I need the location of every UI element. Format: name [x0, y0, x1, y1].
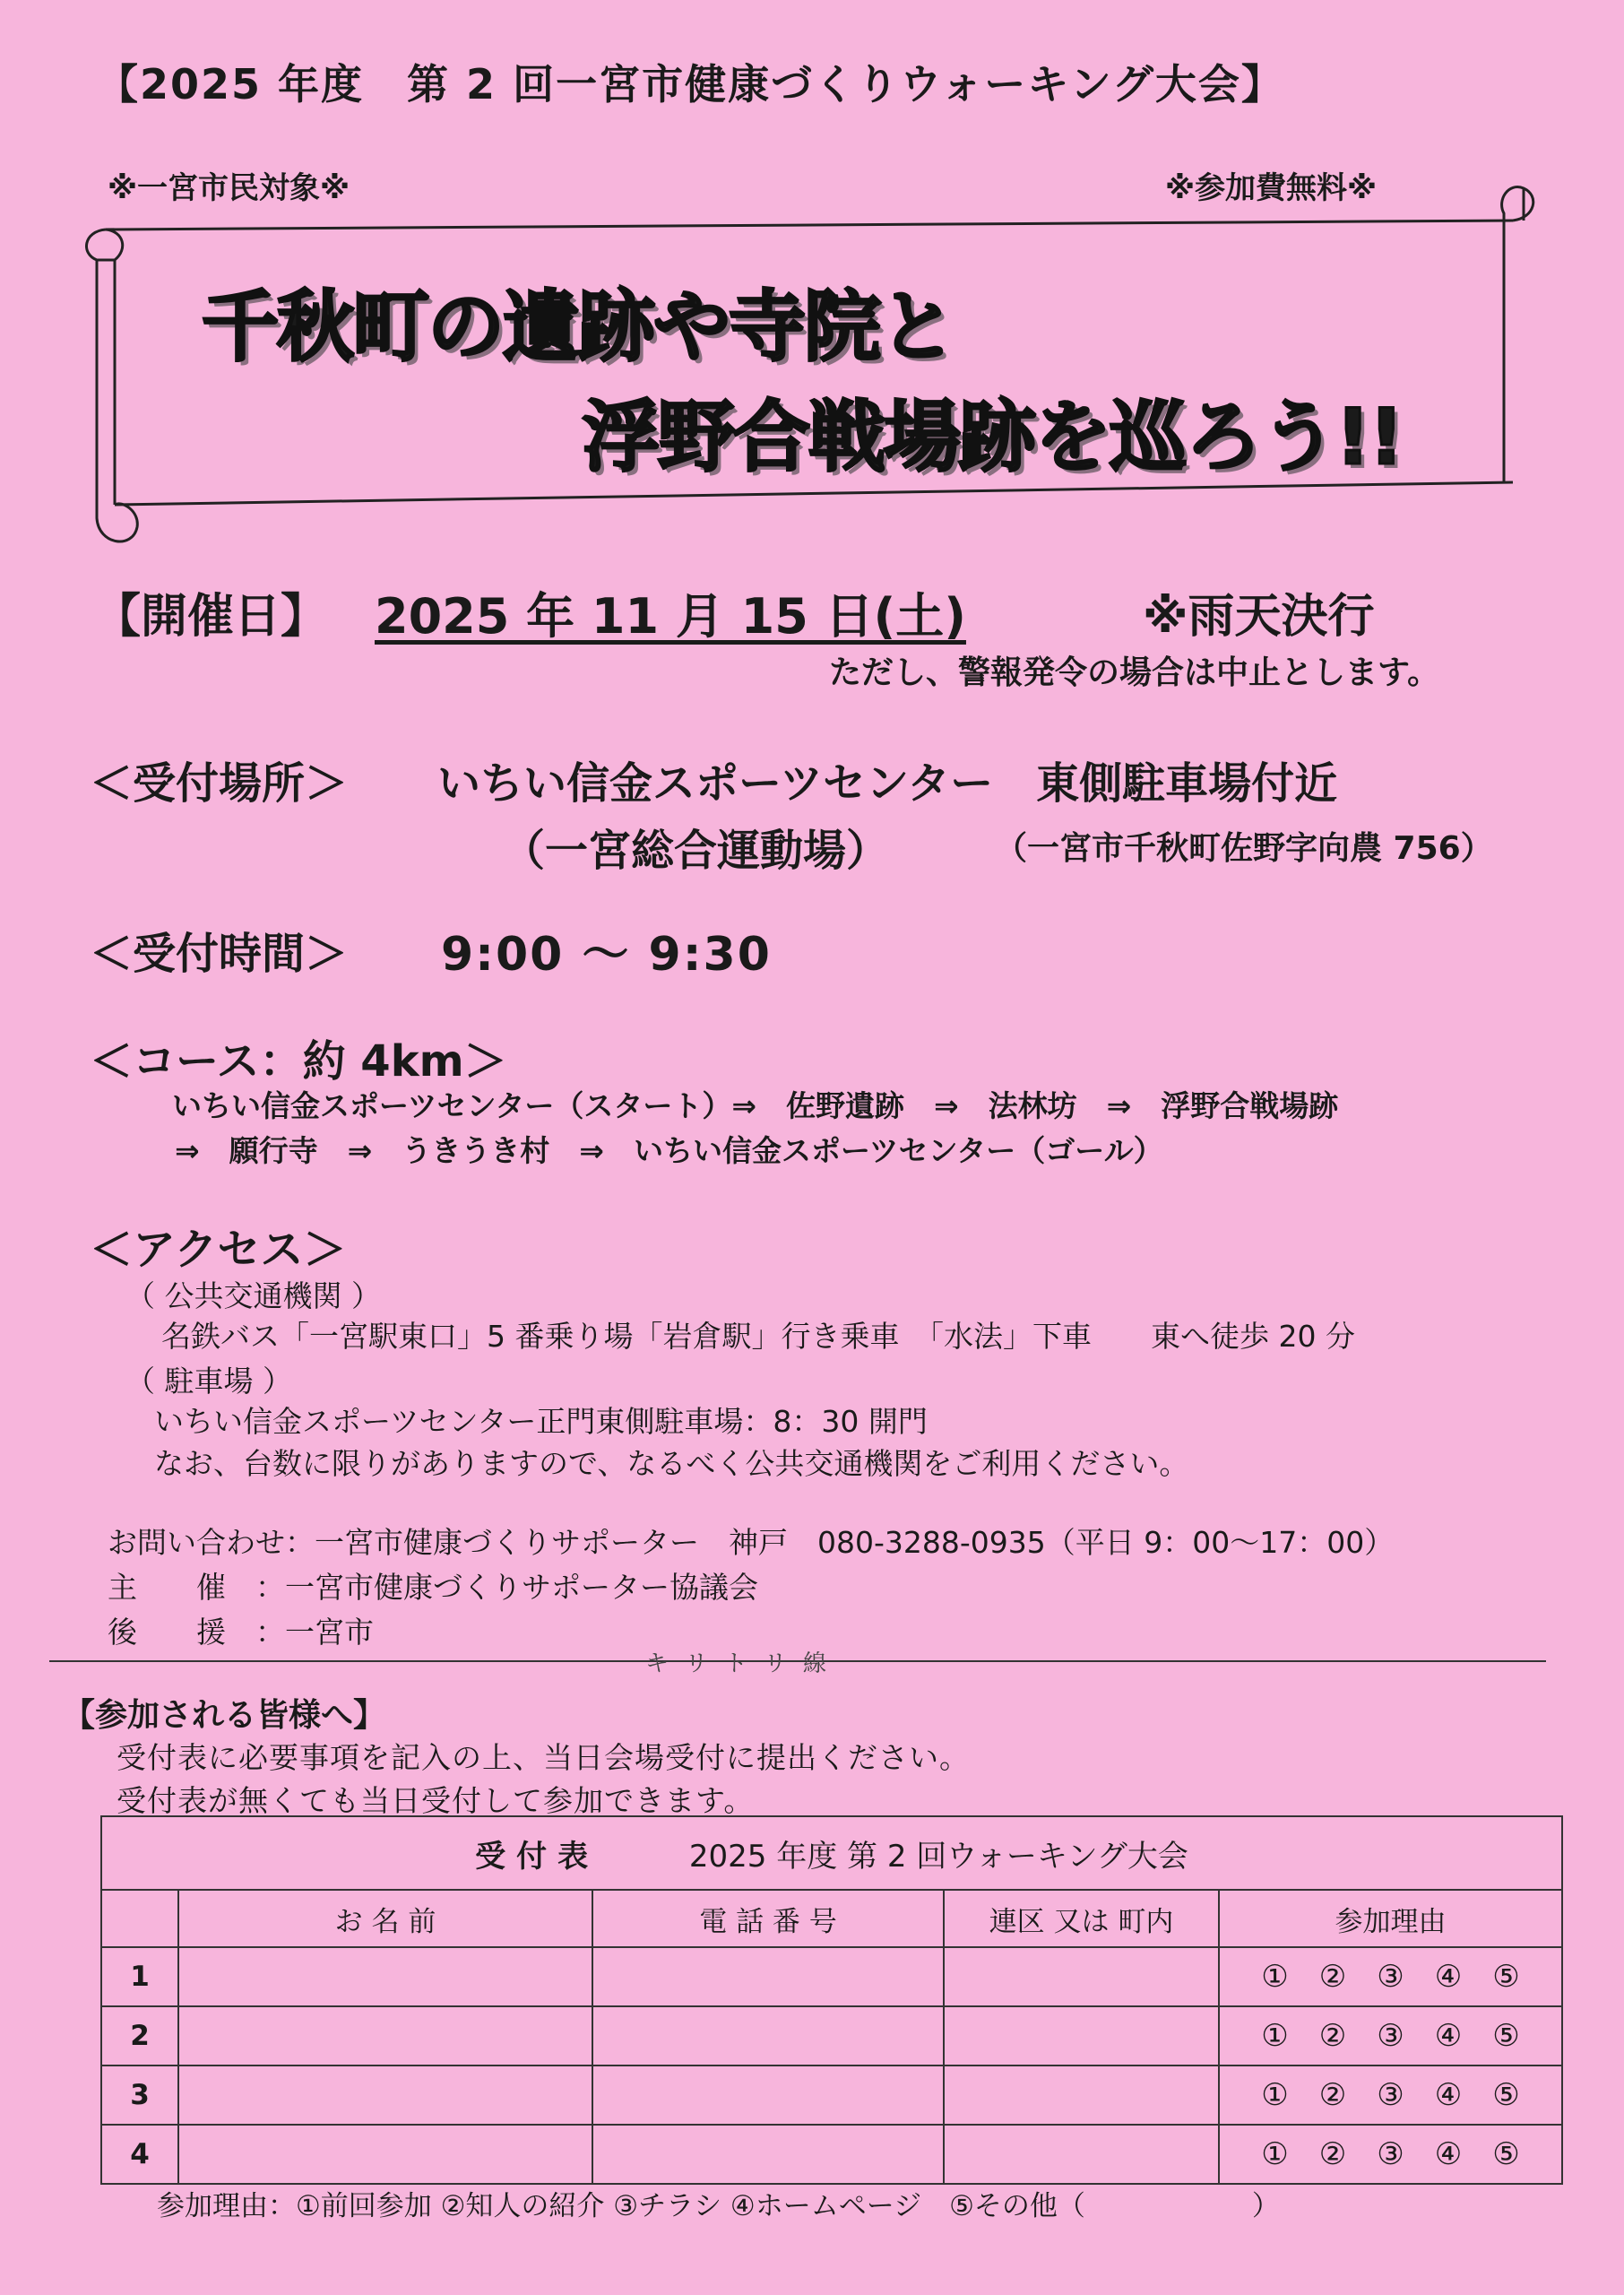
inquiry-info: お問い合わせ：一宮市健康づくりサポーター 神戸 080-3288-0935（平日 9：00～17：00）: [108, 1525, 1395, 1560]
reason-option-1[interactable]: ①: [1261, 2136, 1289, 2172]
access-public-text: 名鉄バス「一宮駅東口」5 番乗り場「岩倉駅」行き乗車 「水法」下車 東へ徒歩 20 分: [161, 1319, 1355, 1354]
warning-note: ただし、警報発令の場合は中止とします。: [829, 654, 1440, 691]
reason-option-4[interactable]: ④: [1434, 2018, 1463, 2054]
cut-line-label: キリトリ線: [645, 1650, 843, 1677]
table-row: [101, 2006, 1562, 2066]
reason-option-3[interactable]: ③: [1377, 2077, 1404, 2113]
name-cell[interactable]: [178, 2125, 592, 2184]
reason-cell: [1219, 2125, 1562, 2184]
reason-option-2[interactable]: ②: [1318, 2018, 1347, 2054]
access-label: ＜アクセス＞: [90, 1225, 347, 1275]
access-parking-head: （ 駐車場 ）: [125, 1364, 292, 1399]
fee-note: ※参加費無料※: [1165, 170, 1378, 206]
reason-option-5[interactable]: ⑤: [1492, 1959, 1520, 1995]
reason-option-3[interactable]: ③: [1377, 2018, 1404, 2054]
table-row: [101, 2125, 1562, 2184]
notice-title: 【参加される皆様へ】: [63, 1697, 386, 1734]
course-label: ＜コース：約 4km＞: [90, 1036, 507, 1087]
phone-cell[interactable]: [592, 2125, 944, 2184]
district-cell[interactable]: [944, 1947, 1219, 2006]
reception-form-table: [100, 1815, 1563, 2185]
row-number: 2: [101, 2006, 178, 2066]
course-line2: ⇒ 願行寺 ⇒ うきうき村 ⇒ いちい信金スポーツセンター（ゴール）: [175, 1133, 1163, 1168]
rain-note: ※雨天決行: [1143, 590, 1375, 644]
notice-line2: 受付表が無くても当日受付して参加できます。: [117, 1783, 755, 1818]
district-cell[interactable]: [944, 2066, 1219, 2125]
name-cell[interactable]: [178, 1947, 592, 2006]
notice-line1: 受付表に必要事項を記入の上、当日会場受付に提出ください。: [117, 1740, 970, 1775]
venue-label: ＜受付場所＞: [90, 758, 349, 809]
organizer-info: 主 催 ：一宮市健康づくりサポーター協議会: [108, 1570, 758, 1605]
name-cell[interactable]: [178, 2066, 592, 2125]
header-phone: 電 話 番 号: [592, 1890, 944, 1947]
access-parking-text2: なお、台数に限りがありますので、なるべく公共交通機関をご利用ください。: [154, 1446, 1189, 1481]
banner-line2: 浮野合戦場跡を巡ろう!!: [583, 393, 1403, 482]
reason-legend: 参加理由：①前回参加 ②知人の紹介 ③チラシ ④ホームページ ⑤その他（ ）: [157, 2190, 1280, 2222]
table-row: [101, 2066, 1562, 2125]
form-title: 受付表: [475, 1838, 600, 1875]
phone-cell[interactable]: [592, 2066, 944, 2125]
access-parking-text1: いちい信金スポーツセンター正門東側駐車場：8：30 開門: [154, 1404, 928, 1439]
support-info: 後 援 ：一宮市: [108, 1615, 374, 1650]
banner-line1: 千秋町の遺跡や寺院と: [202, 282, 955, 372]
reason-cell: [1219, 1947, 1562, 2006]
reason-option-1[interactable]: ①: [1261, 2018, 1289, 2054]
row-number: 4: [101, 2125, 178, 2184]
row-number: 1: [101, 1947, 178, 2006]
reason-option-5[interactable]: ⑤: [1492, 2018, 1520, 2054]
district-cell[interactable]: [944, 2125, 1219, 2184]
reason-option-4[interactable]: ④: [1434, 2077, 1463, 2113]
target-note: ※一宮市民対象※: [108, 170, 350, 206]
reason-option-5[interactable]: ⑤: [1492, 2136, 1520, 2172]
name-cell[interactable]: [178, 2006, 592, 2066]
table-row: [101, 1947, 1562, 2006]
reason-option-5[interactable]: ⑤: [1492, 2077, 1520, 2113]
venue-sub: （一宮総合運動場）: [502, 826, 890, 876]
reason-option-4[interactable]: ④: [1434, 2136, 1463, 2172]
phone-cell[interactable]: [592, 1947, 944, 2006]
reason-option-1[interactable]: ①: [1261, 1959, 1289, 1995]
venue-name: いちい信金スポーツセンター 東側駐車場付近: [437, 758, 1338, 809]
reason-option-3[interactable]: ③: [1377, 1959, 1404, 1995]
reason-option-4[interactable]: ④: [1434, 1959, 1463, 1995]
form-subtitle: 2025 年度 第 2 回ウォーキング大会: [688, 1838, 1188, 1875]
district-cell[interactable]: [944, 2006, 1219, 2066]
reason-cell: [1219, 2066, 1562, 2125]
reason-option-2[interactable]: ②: [1318, 1959, 1347, 1995]
header-reason: 参加理由: [1219, 1890, 1562, 1947]
header-title: 【2025 年度 第 2 回一宮市健康づくりウォーキング大会】: [97, 60, 1284, 108]
form-title-cell: [101, 1816, 1562, 1890]
reception-time-value: 9:00 ～ 9:30: [441, 928, 772, 982]
header-name: お 名 前: [178, 1890, 592, 1947]
date-value: 2025 年 11 月 15 日(土): [375, 588, 966, 645]
course-line1: いちい信金スポーツセンター（スタート）⇒ 佐野遺跡 ⇒ 法林坊 ⇒ 浮野合戦場跡: [172, 1088, 1339, 1123]
reason-option-3[interactable]: ③: [1377, 2136, 1404, 2172]
row-number: 3: [101, 2066, 178, 2125]
venue-address: （一宮市千秋町佐野字向農 756）: [995, 830, 1493, 867]
access-public-head: （ 公共交通機関 ）: [125, 1278, 381, 1313]
header-number-cell: [101, 1890, 178, 1947]
reason-option-2[interactable]: ②: [1318, 2136, 1347, 2172]
phone-cell[interactable]: [592, 2006, 944, 2066]
reception-time-label: ＜受付時間＞: [90, 929, 349, 979]
reason-cell: [1219, 2006, 1562, 2066]
reason-option-2[interactable]: ②: [1318, 2077, 1347, 2113]
date-label: 【開催日】: [94, 590, 328, 644]
reason-option-1[interactable]: ①: [1261, 2077, 1289, 2113]
header-district: 連区 又は 町内: [944, 1890, 1219, 1947]
